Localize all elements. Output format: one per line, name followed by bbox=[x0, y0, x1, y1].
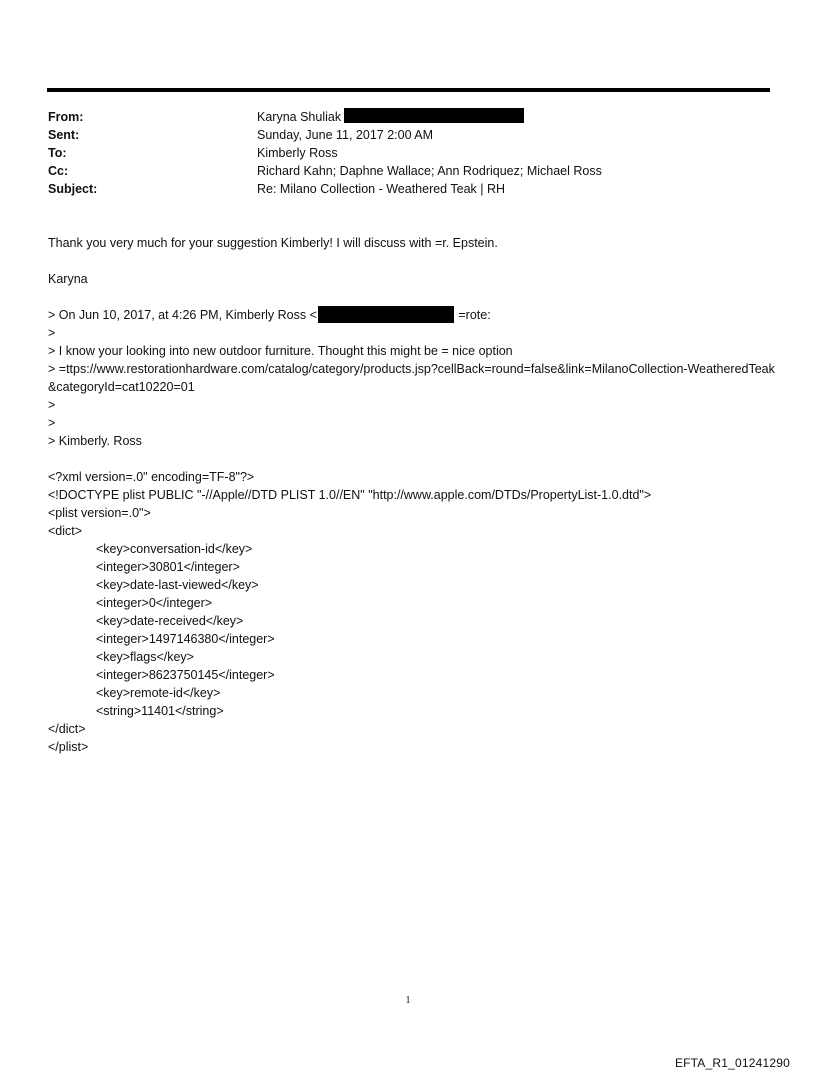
cc-label: Cc: bbox=[48, 164, 69, 178]
redaction-box bbox=[318, 306, 454, 323]
to-value: Kimberly Ross bbox=[257, 146, 338, 160]
dict-close-tag: </dict> bbox=[48, 722, 86, 736]
sent-label: Sent: bbox=[48, 128, 80, 142]
signature-text: Karyna bbox=[48, 272, 88, 286]
plist-entry: <integer>1497146380</integer> bbox=[96, 632, 275, 646]
from-label: From: bbox=[48, 110, 84, 124]
plist-entry: <integer>8623750145</integer> bbox=[96, 668, 275, 682]
greeting-text: Thank you very much for your suggestion Kimberly! I will discuss with =r. Epstein. bbox=[48, 236, 498, 250]
to-row bbox=[48, 144, 768, 162]
plist-open-tag: <plist version=.0"> bbox=[48, 506, 151, 520]
quote-intro bbox=[48, 306, 778, 324]
email-body bbox=[48, 234, 778, 756]
quote-blank: > bbox=[48, 398, 56, 412]
quote-url: > =ttps://www.restorationhardware.com/catalog/category/products.jsp?cellBack=round=false&link=MilanoCollection-WeatheredTeak&categoryId=cat10220=01 bbox=[48, 362, 775, 394]
subject-row bbox=[48, 180, 768, 198]
page-number: 1 bbox=[405, 995, 411, 1006]
quote-blank: > bbox=[48, 326, 56, 340]
quote-signature: > Kimberly. Ross bbox=[48, 434, 142, 448]
plist-close-tag: </plist> bbox=[48, 740, 89, 754]
plist-entry: <key>date-last-viewed</key> bbox=[96, 578, 259, 592]
plist-entry: <key>flags</key> bbox=[96, 650, 194, 664]
sent-value: Sunday, June 11, 2017 2:00 AM bbox=[257, 128, 434, 142]
plist-entry: <key>remote-id</key> bbox=[96, 686, 221, 700]
plist-entry: <string>11401</string> bbox=[96, 704, 224, 718]
from-value bbox=[257, 108, 768, 126]
subject-value: Re: Milano Collection - Weathered Teak | RH bbox=[257, 182, 506, 196]
plist-entry: <integer>0</integer> bbox=[96, 596, 213, 610]
plist-doctype: <!DOCTYPE plist PUBLIC "-//Apple//DTD PLIST 1.0//EN" "http://www.apple.com/DTDs/PropertyList-1.0.dtd"> bbox=[48, 488, 652, 502]
spacer bbox=[48, 252, 778, 270]
to-label: To: bbox=[48, 146, 67, 160]
spacer bbox=[48, 450, 778, 468]
subject-label: Subject: bbox=[48, 182, 98, 196]
from-row bbox=[48, 108, 768, 126]
document-id: EFTA_R1_01241290 bbox=[674, 1056, 790, 1070]
cc-row bbox=[48, 162, 768, 180]
quote-intro-post: =rote: bbox=[454, 308, 491, 322]
header-rule bbox=[47, 88, 770, 92]
cc-value: Richard Kahn; Daphne Wallace; Ann Rodriquez; Michael Ross bbox=[257, 164, 602, 178]
plist-xml-decl: <?xml version=.0" encoding=TF-8"?> bbox=[48, 470, 255, 484]
redaction-box bbox=[344, 108, 524, 123]
dict-open-tag: <dict> bbox=[48, 524, 83, 538]
plist-entry: <key>date-received</key> bbox=[96, 614, 244, 628]
quote-intro-pre: > On Jun 10, 2017, at 4:26 PM, Kimberly Ross < bbox=[48, 308, 317, 322]
quote-blank: > bbox=[48, 416, 56, 430]
email-header bbox=[48, 108, 768, 198]
from-name: Karyna Shuliak bbox=[257, 110, 342, 124]
spacer bbox=[48, 288, 778, 306]
plist-entry: <key>conversation-id</key> bbox=[96, 542, 253, 556]
quote-line: > I know your looking into new outdoor furniture. Thought this might be = nice option bbox=[48, 344, 513, 358]
plist-entry: <integer>30801</integer> bbox=[96, 560, 240, 574]
sent-row bbox=[48, 126, 768, 144]
